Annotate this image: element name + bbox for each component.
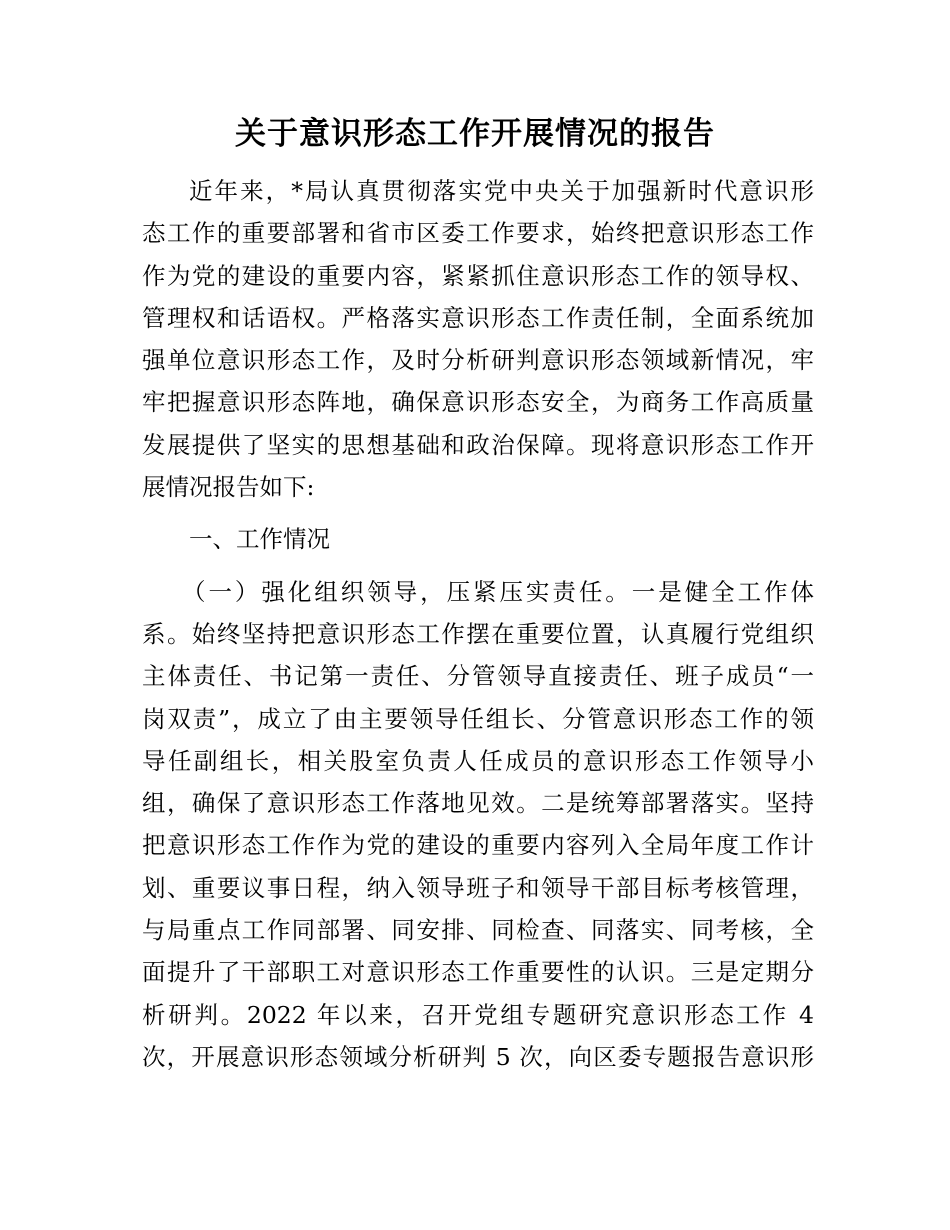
paragraph-line: 面提升了干部职工对意识形态工作重要性的认识。三是定期分	[142, 958, 814, 987]
paragraph-line: 把意识形态工作作为党的建设的重要内容列入全局年度工作计	[142, 831, 814, 860]
paragraph-line: 与局重点工作同部署、同安排、同检查、同落实、同考核，全	[142, 916, 814, 945]
paragraph-line: （一）强化组织领导，压紧压实责任。一是健全工作体	[182, 577, 814, 606]
document-body	[142, 170, 814, 1078]
paragraph-line: 态工作的重要部署和省市区委工作要求，始终把意识形态工作	[142, 219, 814, 248]
paragraph-line: 系。始终坚持把意识形态工作摆在重要位置，认真履行党组织	[142, 619, 814, 648]
paragraph-line: 牢把握意识形态阵地，确保意识形态安全，为商务工作高质量	[142, 388, 814, 417]
paragraph-line: 展情况报告如下:	[142, 473, 315, 502]
document-title: 关于意识形态工作开展情况的报告	[235, 116, 715, 152]
section-heading: 一、工作情况	[189, 525, 330, 554]
paragraph-gap	[142, 561, 814, 571]
paragraph-line: 强单位意识形态工作，及时分析研判意识形态领域新情况，牢	[142, 346, 814, 375]
paragraph-gap	[142, 508, 814, 518]
paragraph-line: 组，确保了意识形态工作落地见效。二是统筹部署落实。坚持	[142, 789, 814, 818]
paragraph-line: 主体责任、书记第一责任、分管领导直接责任、班子成员“一	[142, 662, 814, 691]
paragraph-line: 作为党的建设的重要内容，紧紧抓住意识形态工作的领导权、	[142, 261, 814, 290]
paragraph-line: 导任副组长，相关股室负责人任成员的意识形态工作领导小	[142, 746, 814, 775]
paragraph-line: 发展提供了坚实的思想基础和政治保障。现将意识形态工作开	[142, 430, 814, 459]
paragraph-line: 岗双责”，成立了由主要领导任组长、分管意识形态工作的领	[142, 704, 814, 733]
paragraph-line: 析研判。2022 年以来，召开党组专题研究意识形态工作 4	[142, 1000, 814, 1029]
paragraph-line: 划、重要议事日程，纳入领导班子和领导干部目标考核管理，	[142, 873, 814, 902]
paragraph-line: 次，开展意识形态领域分析研判 5 次，向区委专题报告意识形	[142, 1042, 814, 1071]
paragraph-line: 管理权和话语权。严格落实意识形态工作责任制，全面系统加	[142, 303, 814, 332]
paragraph-line: 近年来，*局认真贯彻落实党中央关于加强新时代意识形	[189, 177, 814, 205]
